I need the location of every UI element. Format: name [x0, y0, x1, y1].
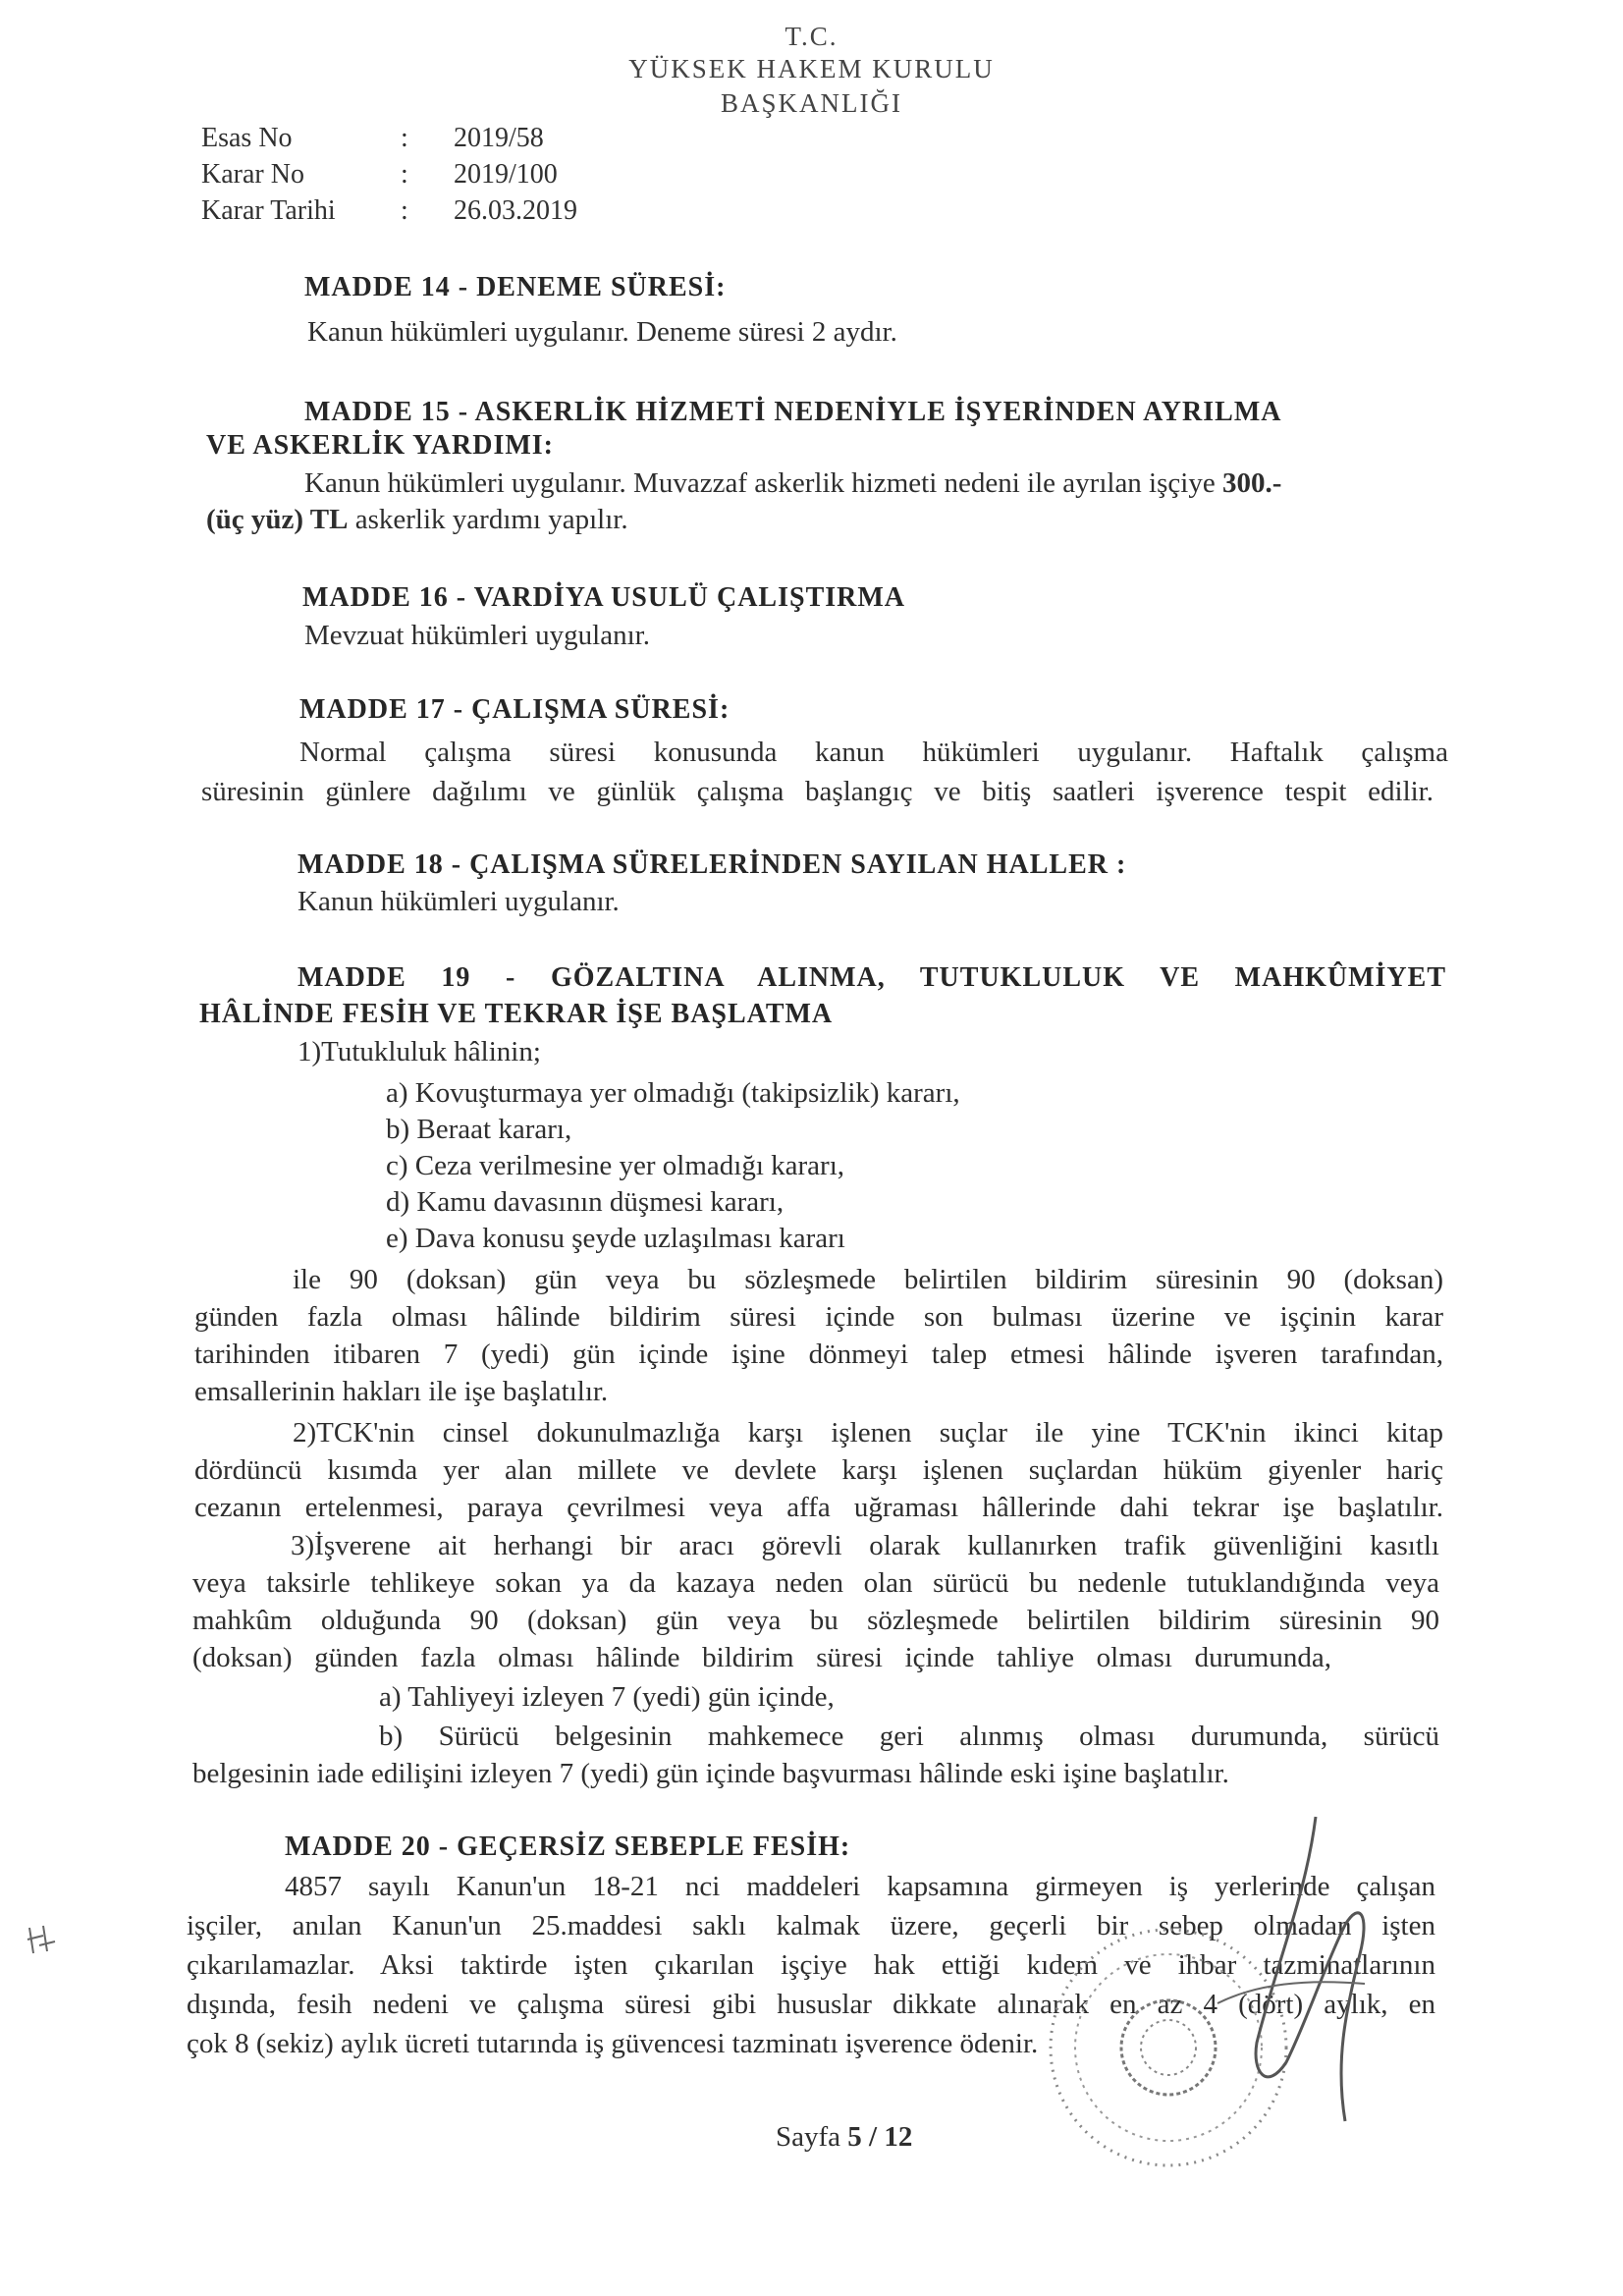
- m18-text: Kanun hükümleri uygulanır.: [298, 886, 620, 917]
- meta-esas-sep: :: [401, 123, 408, 153]
- meta-esas-value: 2019/58: [454, 123, 544, 153]
- m19-item-a: a) Kovuşturmaya yer olmadığı (takipsizlik) kararı,: [386, 1077, 960, 1109]
- m17-line-1: Normal çalışma süresi konusunda kanun hükümleri uygulanır. Haftalık çalışma: [299, 737, 1448, 768]
- m14-text: Kanun hükümleri uygulanır. Deneme süresi 2 aydır.: [307, 316, 897, 348]
- m17-line-2: süresinin günlere dağılımı ve günlük çalışma başlangıç ve bitiş saatleri işverence tespit edilir.: [201, 776, 1434, 807]
- header-tc: T.C.: [784, 22, 839, 51]
- m19-p3-line-2: veya taksirle tehlikeye sokan ya da kazaya neden olan sürücü bu nedenle tutuklandığında veya: [192, 1567, 1439, 1599]
- m20-line-3: çıkarılamazlar. Aksi taktirde işten çıkarılan işçiye hak ettiği kıdem ve ihbar tazminatlarının: [187, 1949, 1435, 1981]
- m15-text-1: Kanun hükümleri uygulanır. Muvazzaf askerlik hizmeti nedeni ile ayrılan işçiye 300.-: [304, 467, 1282, 499]
- m18-title: MADDE 18 - ÇALIŞMA SÜRELERİNDEN SAYILAN HALLER :: [298, 849, 1127, 880]
- m19-p1-line-3: tarihinden itibaren 7 (yedi) gün içinde işine dönmeyi talep etmesi hâlinde işveren tarafından,: [194, 1339, 1443, 1370]
- m19-item-c: c) Ceza verilmesine yer olmadığı kararı,: [386, 1150, 845, 1181]
- margin-initial-icon: [22, 1920, 61, 1959]
- m19-title-1: MADDE 19 - GÖZALTINA ALINMA, TUTUKLULUK VE MAHKÛMİYET: [298, 962, 1446, 993]
- m16-title: MADDE 16 - VARDİYA USULÜ ÇALIŞTIRMA: [302, 582, 906, 613]
- m19-item-b: b) Beraat kararı,: [386, 1114, 572, 1145]
- m19-p3-line-1: 3)İşverene ait herhangi bir aracı görevli olarak kullanırken trafik güvenliğini kasıtlı: [291, 1530, 1439, 1561]
- m19-item-d: d) Kamu davasının düşmesi kararı,: [386, 1186, 784, 1218]
- page-number: Sayfa 5 / 12: [776, 2121, 913, 2153]
- m20-title: MADDE 20 - GEÇERSİZ SEBEPLE FESİH:: [285, 1831, 851, 1862]
- m19-p1-intro: 1)Tutukluluk hâlinin;: [298, 1036, 541, 1067]
- m15-text-2: (üç yüz) TL askerlik yardımı yapılır.: [206, 504, 628, 535]
- m16-text: Mevzuat hükümleri uygulanır.: [304, 620, 650, 651]
- m15-title-1: MADDE 15 - ASKERLİK HİZMETİ NEDENİYLE İŞYERİNDEN AYRILMA: [304, 397, 1282, 427]
- header-institution: YÜKSEK HAKEM KURULU: [628, 54, 995, 83]
- signature-icon: [1198, 1807, 1394, 2131]
- m19-p2-line-3: cezanın ertelenmesi, paraya çevrilmesi veya affa uğraması hâllerinde dahi tekrar işe başlatılır.: [194, 1492, 1443, 1523]
- m20-line-5: çok 8 (sekiz) aylık ücreti tutarında iş güvencesi tazminatı işverence ödenir.: [187, 2028, 1039, 2059]
- m19-title-2: HÂLİNDE FESİH VE TEKRAR İŞE BAŞLATMA: [199, 999, 834, 1029]
- m19-p1-line-1: ile 90 (doksan) gün veya bu sözleşmede belirtilen bildirim süresinin 90 (doksan): [293, 1264, 1443, 1295]
- m19-p2-line-1: 2)TCK'nin cinsel dokunulmazlığa karşı işlenen suçlar ile yine TCK'nin ikinci kitap: [293, 1417, 1443, 1449]
- m19-p3-line-3: mahkûm olduğunda 90 (doksan) gün veya bu sözleşmede belirtilen bildirim süresinin 90: [192, 1605, 1439, 1636]
- m19-item-e: e) Dava konusu şeyde uzlaşılması kararı: [386, 1223, 845, 1254]
- m14-title: MADDE 14 - DENEME SÜRESİ:: [304, 272, 727, 302]
- m20-line-4: dışında, fesih nedeni ve çalışma süresi gibi hususlar dikkate alınarak en az 4 (dört) aylık, en: [187, 1989, 1435, 2020]
- m19-p1-line-2: günden fazla olması hâlinde bildirim süresi içinde son bulması üzerine ve işçinin karar: [194, 1301, 1443, 1333]
- meta-tarih-sep: :: [401, 195, 408, 226]
- m19-p1-line-4: emsallerinin hakları ile işe başlatılır.: [194, 1376, 609, 1407]
- meta-esas-label: Esas No: [201, 123, 293, 153]
- meta-karar-value: 2019/100: [454, 159, 558, 190]
- m19-p3-line-4: (doksan) günden fazla olması hâlinde bildirim süresi içinde tahliye olması durumunda,: [192, 1642, 1331, 1673]
- m20-line-1: 4857 sayılı Kanun'un 18-21 nci maddeleri kapsamına girmeyen iş yerlerinde çalışan: [285, 1871, 1435, 1902]
- m19-p2-line-2: dördüncü kısımda yer alan millete ve devlete karşı işlenen suçlardan hüküm giyenler hariç: [194, 1454, 1443, 1486]
- meta-tarih-label: Karar Tarihi: [201, 195, 336, 226]
- m15-title-2: VE ASKERLİK YARDIMI:: [206, 430, 554, 461]
- m17-title: MADDE 17 - ÇALIŞMA SÜRESİ:: [299, 694, 730, 725]
- meta-karar-sep: :: [401, 159, 408, 190]
- m19-p3-a: a) Tahliyeyi izleyen 7 (yedi) gün içinde,: [379, 1681, 835, 1713]
- m19-p3-b-line-1: b) Sürücü belgesinin mahkemece geri alınmış olması durumunda, sürücü: [379, 1721, 1439, 1752]
- meta-karar-label: Karar No: [201, 159, 304, 190]
- m19-p3-b-line-2: belgesinin iade edilişini izleyen 7 (yedi) gün içinde başvurması hâlinde eski işine başlatılır.: [192, 1758, 1229, 1789]
- m20-line-2: işçiler, anılan Kanun'un 25.maddesi saklı kalmak üzere, geçerli bir sebep olmadan işten: [187, 1910, 1435, 1941]
- meta-tarih-value: 26.03.2019: [454, 195, 577, 226]
- header-presidency: BAŞKANLIĞI: [721, 88, 902, 118]
